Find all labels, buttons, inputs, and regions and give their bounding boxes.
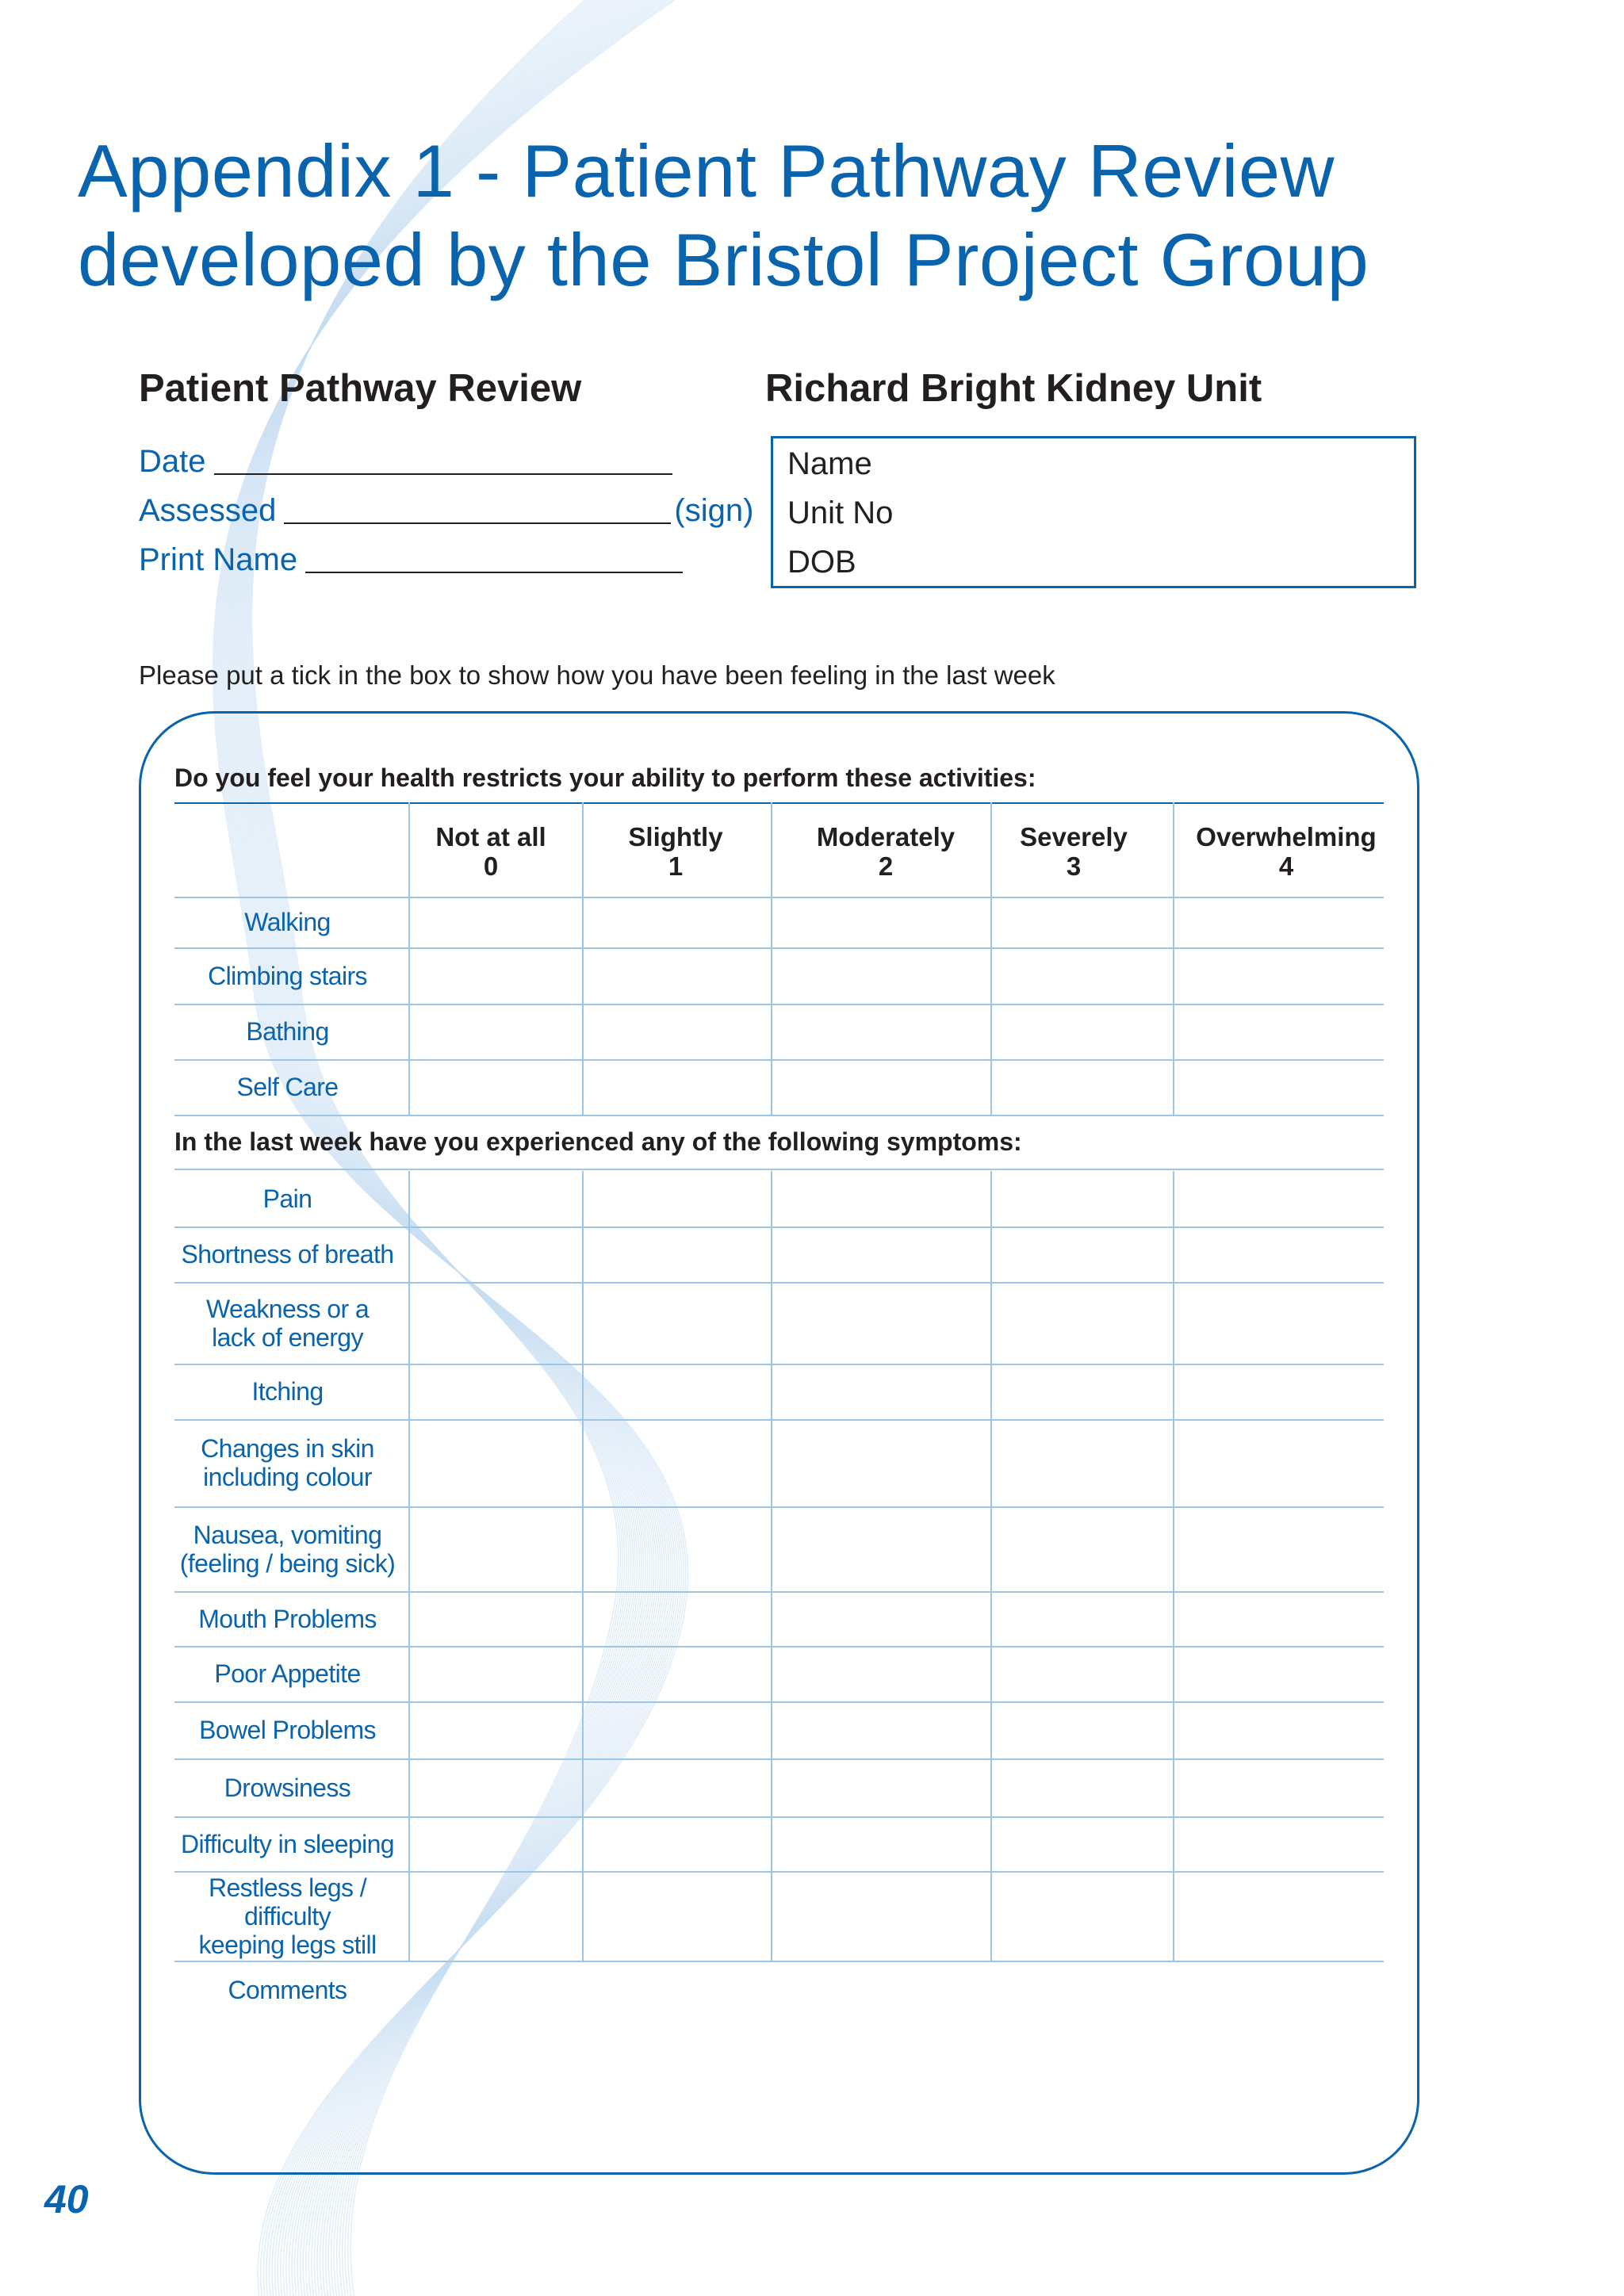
scale-header-0 — [435, 822, 546, 881]
symptom-tick-cell[interactable] — [772, 1873, 989, 1959]
activity-tick-cell[interactable] — [584, 1061, 769, 1113]
activity-tick-cell[interactable] — [410, 949, 580, 1002]
symptom-label: Mouth Problems — [198, 1604, 377, 1633]
unit-heading: Richard Bright Kidney Unit — [765, 367, 1262, 410]
symptom-tick-cell[interactable] — [410, 1365, 580, 1418]
symptom-tick-cell[interactable] — [410, 1760, 580, 1815]
scale-value: 3 — [1066, 851, 1082, 881]
symptom-tick-cell[interactable] — [410, 1873, 580, 1959]
symptom-tick-cell[interactable] — [1174, 1647, 1382, 1700]
scale-label: Overwhelming — [1196, 822, 1377, 851]
symptom-tick-cell[interactable] — [1174, 1508, 1382, 1590]
activity-tick-cell[interactable] — [410, 1061, 580, 1113]
scale-header-3 — [1020, 822, 1128, 881]
activity-tick-cell[interactable] — [772, 898, 989, 946]
scale-label: Severely — [1020, 822, 1128, 851]
symptom-tick-cell[interactable] — [410, 1173, 580, 1225]
activity-tick-cell[interactable] — [1174, 1005, 1382, 1058]
assessed-field[interactable] — [139, 493, 753, 529]
date-label: Date — [139, 444, 206, 479]
symptom-tick-cell[interactable] — [772, 1365, 989, 1418]
symptom-label: Weakness or a lack of energy — [205, 1294, 370, 1352]
symptom-tick-cell[interactable] — [772, 1421, 989, 1505]
activity-tick-cell[interactable] — [992, 949, 1171, 1002]
symptom-tick-cell[interactable] — [584, 1818, 769, 1869]
activity-tick-cell[interactable] — [992, 898, 1171, 946]
activity-tick-cell[interactable] — [992, 1061, 1171, 1113]
activity-tick-cell[interactable] — [410, 1005, 580, 1058]
symptom-tick-cell[interactable] — [772, 1818, 989, 1869]
page-title-line-1: Appendix 1 - Patient Pathway Review — [78, 129, 1335, 212]
symptom-tick-cell[interactable] — [772, 1173, 989, 1225]
symptom-tick-cell[interactable] — [410, 1421, 580, 1505]
symptom-tick-cell[interactable] — [584, 1593, 769, 1644]
symptom-tick-cell[interactable] — [1174, 1365, 1382, 1418]
symptom-tick-cell[interactable] — [1174, 1760, 1382, 1815]
symptom-tick-cell[interactable] — [992, 1365, 1171, 1418]
form-heading: Patient Pathway Review — [139, 367, 582, 410]
scale-header-1 — [628, 822, 722, 881]
symptom-tick-cell[interactable] — [992, 1593, 1171, 1644]
symptom-tick-cell[interactable] — [584, 1365, 769, 1418]
activity-tick-cell[interactable] — [1174, 898, 1382, 946]
scale-value: 0 — [483, 851, 499, 881]
activity-tick-cell[interactable] — [584, 898, 769, 946]
activity-row-line — [174, 1115, 1384, 1116]
symptom-tick-cell[interactable] — [1174, 1593, 1382, 1644]
symptom-tick-cell[interactable] — [992, 1421, 1171, 1505]
symptom-tick-cell[interactable] — [584, 1508, 769, 1590]
symptom-tick-cell[interactable] — [410, 1593, 580, 1644]
scale-label: Not at all — [435, 822, 546, 851]
scale-header-4 — [1196, 822, 1376, 881]
symptom-tick-cell[interactable] — [772, 1284, 989, 1362]
symptoms-question-rule — [174, 1169, 1384, 1170]
page-title-line-2: developed by the Bristol Project Group — [78, 218, 1369, 301]
symptom-tick-cell[interactable] — [584, 1873, 769, 1959]
activity-tick-cell[interactable] — [772, 1061, 989, 1113]
symptom-tick-cell[interactable] — [992, 1173, 1171, 1225]
symptom-label: Bowel Problems — [199, 1716, 376, 1744]
symptom-label: Restless legs / difficulty keeping legs still — [198, 1873, 377, 1959]
date-field[interactable] — [139, 444, 672, 480]
symptom-label: Poor Appetite — [214, 1659, 361, 1688]
activity-tick-cell[interactable] — [1174, 949, 1382, 1002]
assessed-label: Assessed — [139, 493, 277, 528]
symptom-tick-cell[interactable] — [410, 1228, 580, 1280]
symptom-tick-cell[interactable] — [772, 1760, 989, 1815]
symptom-tick-cell[interactable] — [992, 1228, 1171, 1280]
activities-question: Do you feel your health restricts your ability to perform these activities: — [174, 763, 1036, 792]
symptom-tick-cell[interactable] — [1174, 1284, 1382, 1362]
symptom-tick-cell[interactable] — [1174, 1873, 1382, 1959]
scale-value: 4 — [1278, 851, 1294, 881]
symptom-tick-cell[interactable] — [410, 1703, 580, 1757]
activity-label: Climbing stairs — [208, 961, 367, 990]
symptom-tick-cell[interactable] — [772, 1703, 989, 1757]
dob-label: DOB — [787, 545, 856, 580]
symptom-row-line — [174, 1961, 1384, 1962]
symptom-tick-cell[interactable] — [992, 1703, 1171, 1757]
symptom-tick-cell[interactable] — [992, 1760, 1171, 1815]
symptom-tick-cell[interactable] — [992, 1818, 1171, 1869]
print-name-field[interactable] — [139, 542, 683, 578]
symptom-tick-cell[interactable] — [410, 1818, 580, 1869]
scale-header-2 — [817, 822, 955, 881]
activities-question-rule — [174, 802, 1384, 804]
symptom-tick-cell[interactable] — [992, 1647, 1171, 1700]
activity-label: Self Care — [236, 1073, 339, 1101]
symptom-tick-cell[interactable] — [772, 1508, 989, 1590]
activity-label: Bathing — [246, 1017, 329, 1046]
name-label: Name — [787, 446, 872, 481]
symptom-tick-cell[interactable] — [584, 1173, 769, 1225]
symptom-tick-cell[interactable] — [992, 1873, 1171, 1959]
symptom-label: Changes in skin including colour — [201, 1434, 374, 1491]
page-number: 40 — [44, 2177, 89, 2221]
symptoms-question: In the last week have you experienced any of the following symptoms: — [174, 1127, 1022, 1156]
symptom-tick-cell[interactable] — [584, 1284, 769, 1362]
date-line[interactable] — [214, 472, 672, 475]
activity-tick-cell[interactable] — [992, 1005, 1171, 1058]
activity-tick-cell[interactable] — [772, 1005, 989, 1058]
activity-tick-cell[interactable] — [772, 949, 989, 1002]
instruction-text: Please put a tick in the box to show how you have been feeling in the last week — [139, 660, 1055, 690]
comments-label: Comments — [228, 1976, 347, 2004]
symptom-tick-cell[interactable] — [584, 1760, 769, 1815]
symptom-label: Difficulty in sleeping — [180, 1829, 395, 1858]
symptom-tick-cell[interactable] — [584, 1421, 769, 1505]
symptom-tick-cell[interactable] — [1174, 1173, 1382, 1225]
patient-id-box[interactable] — [771, 436, 1416, 588]
symptom-label: Pain — [262, 1184, 312, 1213]
symptom-tick-cell[interactable] — [1174, 1703, 1382, 1757]
symptom-tick-cell[interactable] — [1174, 1228, 1382, 1280]
activity-tick-cell[interactable] — [410, 898, 580, 946]
symptom-tick-cell[interactable] — [1174, 1421, 1382, 1505]
print-name-label: Print Name — [139, 542, 298, 577]
scale-label: Moderately — [816, 822, 956, 851]
activity-label: Walking — [244, 908, 331, 936]
symptom-tick-cell[interactable] — [772, 1647, 989, 1700]
print-name-line[interactable] — [305, 570, 683, 573]
activity-tick-cell[interactable] — [1174, 1061, 1382, 1113]
symptom-label: Nausea, vomiting (feeling / being sick) — [179, 1520, 396, 1578]
symptom-tick-cell[interactable] — [992, 1284, 1171, 1362]
symptom-tick-cell[interactable] — [584, 1647, 769, 1700]
symptom-label: Drowsiness — [224, 1773, 351, 1802]
scale-value: 1 — [668, 851, 684, 881]
scale-value: 2 — [878, 851, 894, 881]
unit-no-label: Unit No — [787, 496, 894, 530]
symptom-tick-cell[interactable] — [584, 1228, 769, 1280]
symptom-tick-cell[interactable] — [584, 1703, 769, 1757]
symptom-tick-cell[interactable] — [772, 1593, 989, 1644]
activity-tick-cell[interactable] — [584, 1005, 769, 1058]
scale-label: Slightly — [628, 822, 723, 851]
page-title — [78, 127, 1369, 304]
symptom-label: Shortness of breath — [181, 1240, 394, 1269]
sign-label: (sign) — [674, 493, 754, 528]
comments-area[interactable] — [420, 1966, 1380, 2125]
symptom-tick-cell[interactable] — [410, 1508, 580, 1590]
activity-tick-cell[interactable] — [584, 949, 769, 1002]
symptom-tick-cell[interactable] — [992, 1508, 1171, 1590]
assessed-line[interactable] — [284, 521, 671, 524]
symptom-tick-cell[interactable] — [410, 1647, 580, 1700]
symptom-tick-cell[interactable] — [772, 1228, 989, 1280]
symptom-label: Itching — [251, 1377, 324, 1406]
symptom-tick-cell[interactable] — [1174, 1818, 1382, 1869]
symptom-tick-cell[interactable] — [410, 1284, 580, 1362]
